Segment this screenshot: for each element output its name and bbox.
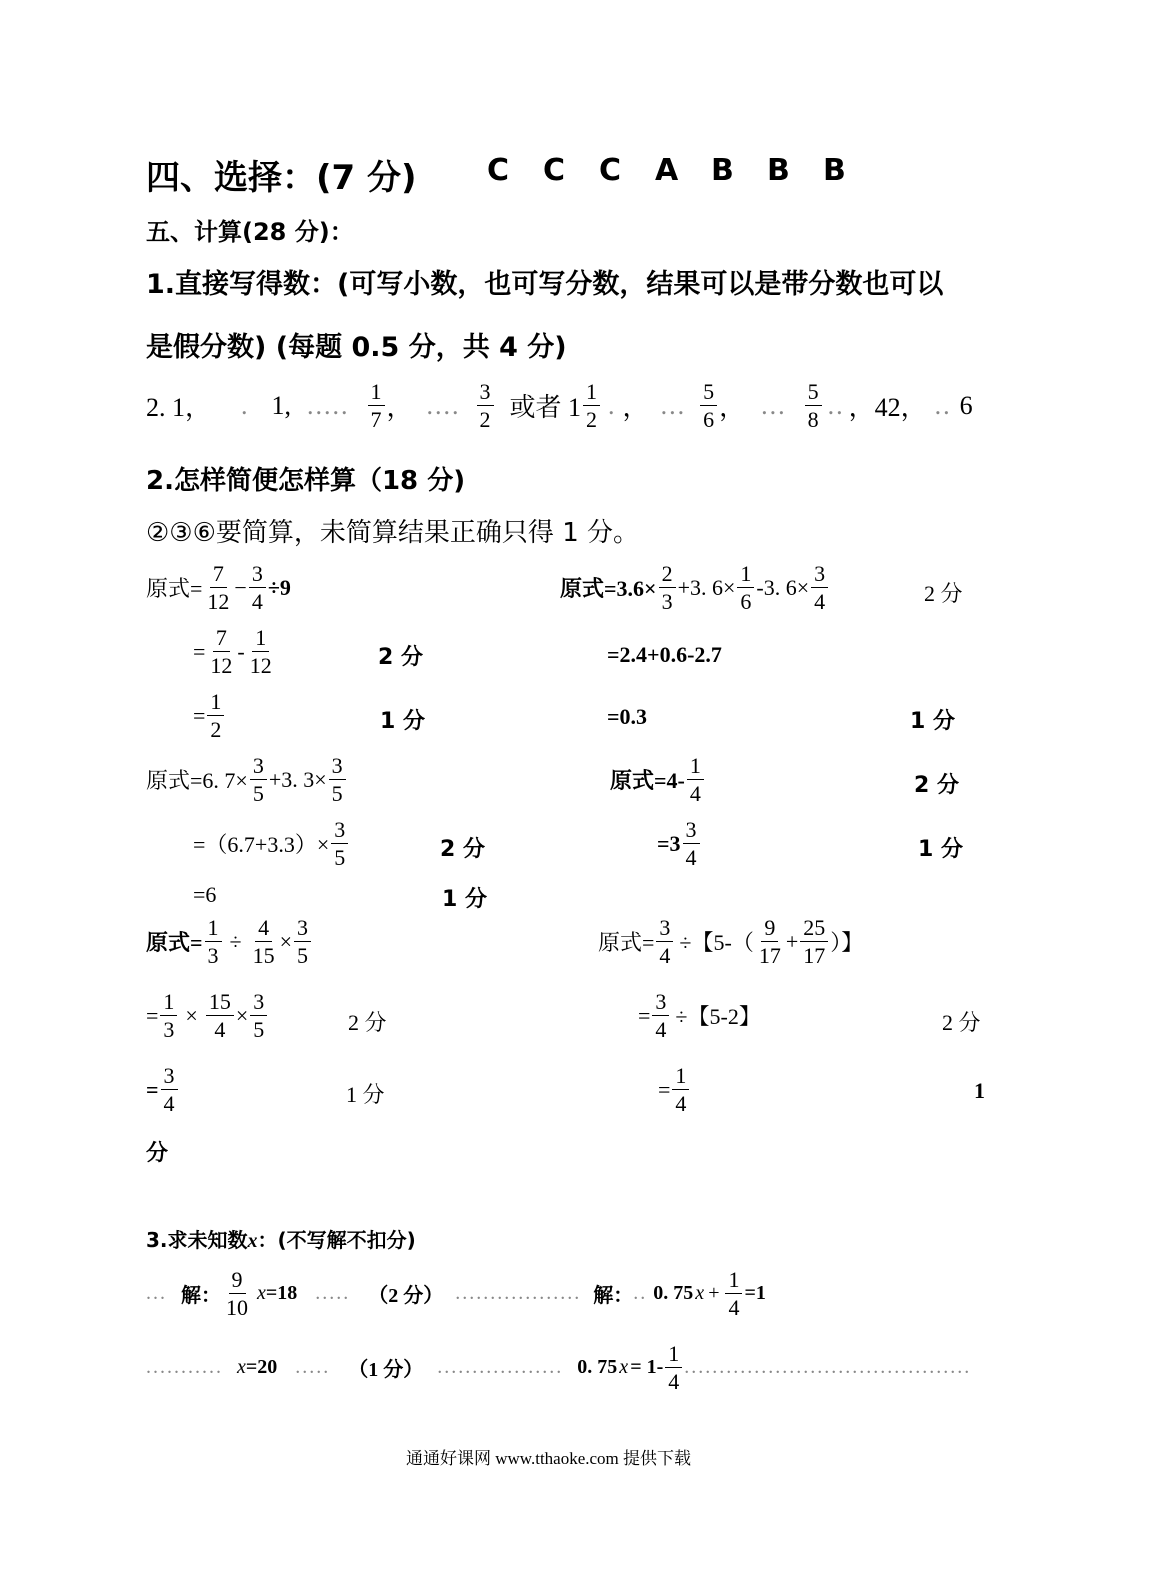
answer-list [487,153,879,188]
p6-s2-frac: $\frac{3}{4}$ [652,990,669,1041]
answer-5-fraction: $\frac{5}{6}$ [700,380,717,431]
p5-frac3: $\frac{3}{5}$ [294,916,311,967]
p5-s2-frac1: $\frac{1}{3}$ [160,990,177,1041]
part1-title-line1: 1.直接写得数：(可写小数，也可写分数，结果可以是带分数也可以 [146,269,944,300]
p3-s2-score: 2 分 [440,837,485,862]
footer-text: 通通好课网 www.tthaoke.com 提供下载 [406,1449,692,1468]
section4-heading [146,150,417,199]
p6-line1: 原式= $\frac{3}{4}$ ÷【5-（ $\frac{9}{17}$ + $\frac{25}{17}$ ）】 [598,915,864,969]
p6-line2: = $\frac{3}{4}$ ÷【5-2】 [638,989,761,1043]
eq2-frac: $\frac{1}{4}$ [725,1268,742,1319]
p5-s3-frac: $\frac{3}{4}$ [161,1064,178,1115]
choice-answer-3: C [599,153,622,188]
answer-4-mixed-fraction: $\frac{1}{2}$ [583,380,600,431]
p5-prefix: 原式= [146,930,203,956]
p2-line3: =0.3 [607,704,648,729]
part2-note: ②③⑥要简算，未简算结果正确只得 1 分。 [146,518,639,548]
eq3-score: （1 分） [348,1359,424,1382]
p5-s2-frac2: $\frac{15}{4}$ [206,990,234,1041]
p3-prefix: 原式=6. 7× [146,768,248,794]
p5-line2: = $\frac{1}{3}$ × $\frac{15}{4}$ × $\frac{3}{5}$ [146,990,269,1041]
p2-frac2: $\frac{1}{6}$ [737,562,754,613]
section4-title: 四、选择：(7 分) [146,158,417,198]
answer-3-fraction: $\frac{1}{7}$ [368,380,385,431]
choice-answer-1: C [487,153,510,188]
p6-s3-frac: $\frac{1}{4}$ [672,1064,689,1115]
choice-answer-5: B [711,153,734,188]
p4-s2-frac: $\frac{3}{4}$ [683,818,700,869]
p5-line3: = $\frac{3}{4}$ [146,1064,180,1115]
p1-s3-score: 1 分 [380,709,425,734]
part1-answers: 2. 1， . 1, ..... $\frac{1}{7}$ ， .... $\frac{3}{2}$ 或者 1 $\frac{1}{2}$ . ， ... $\frac{5}{6}$ ， ... $\frac{5}{8}$ .. ，42， .. 6 [146,379,973,433]
p6-s2-score: 2 分 [942,1010,981,1035]
p1-frac1: $\frac{7}{12}$ [207,561,230,615]
choice-answer-7: B [823,153,846,188]
p6-s3-score: 1 [974,1078,985,1103]
p3-s2-frac: $\frac{3}{5}$ [331,818,348,869]
p1-line2: = $\frac{7}{12}$ - $\frac{1}{12}$ [193,626,277,677]
p5-s2-score: 2 分 [348,1010,387,1035]
p2-s3-score: 1 分 [910,709,955,734]
p1-s2-frac2: $\frac{1}{12}$ [249,625,272,679]
p2-line1: 原式=3.6× $\frac{2}{3}$ +3. 6× $\frac{1}{6}$ -3. 6× $\frac{3}{4}$ [560,562,830,613]
p5-frac2: $\frac{4}{15}$ [252,915,275,969]
p5-s2-frac3: $\frac{3}{5}$ [250,990,267,1041]
p4-score: 2 分 [914,773,959,798]
p2-frac3: $\frac{3}{4}$ [811,562,828,613]
p5-frac1: $\frac{1}{3}$ [205,916,222,967]
p1-frac2: $\frac{3}{4}$ [249,562,266,613]
p1-s3-frac: $\frac{1}{2}$ [207,690,224,741]
section5-heading: 五、计算(28 分)： [146,218,354,246]
p1-line1: 原式= $\frac{7}{12}$ − $\frac{3}{4}$ ÷9 [146,561,291,615]
p1-line3: = $\frac{1}{2}$ [193,690,226,741]
or-text: 或者 1 [509,393,582,423]
p6-line3: = $\frac{1}{4}$ [658,1064,691,1115]
answer-8: 6 [959,390,973,420]
eq4-frac: $\frac{1}{4}$ [665,1342,682,1393]
part3-row2: ........... x =20 ..... （1 分） .................. 0. 75 x = 1- $\frac{1}{4}$ ......................................... [146,1341,972,1395]
p2-score: 2 分 [924,581,963,606]
p3-line1: 原式=6. 7× $\frac{3}{5}$ +3. 3× $\frac{3}{5}$ [146,754,348,805]
eq1-frac: $\frac{9}{10}$ [226,1267,248,1321]
part1-title-line2: 是假分数) (每题 0.5 分，共 4 分) [146,332,567,363]
p4-line2: =3 $\frac{3}{4}$ [657,818,702,869]
part3-title: 3.求未知数x：(不写解不扣分) [146,1228,416,1252]
answer-7: ，42， [848,393,927,423]
answer-4-fraction: $\frac{3}{2}$ [477,380,494,431]
p6-frac1: $\frac{3}{4}$ [656,916,673,967]
eq1-score: （2 分） [368,1285,444,1308]
p3-line2: =（6.7+3.3）× $\frac{3}{5}$ [193,818,350,869]
p2-prefix: 原式=3.6× [560,576,657,602]
p4-line1 [610,754,706,805]
part2-title: 2.怎样简便怎样算（18 分) [146,466,466,496]
p2-line2: =2.4+0.6-2.7 [607,642,722,667]
p3-frac2: $\frac{3}{5}$ [329,754,346,805]
p3-s3-score: 1 分 [442,887,487,912]
choice-answer-4: A [655,153,679,188]
choice-answer-6: B [767,153,790,188]
choice-answer-2: C [543,153,566,188]
p3-frac1: $\frac{3}{5}$ [250,754,267,805]
p1-s2-frac1: $\frac{7}{12}$ [210,625,233,679]
section4-answers [487,153,879,188]
p4-prefix: 原式=4- [610,768,685,794]
part3-row1: ... 解： $\frac{9}{10}$ x =18 ..... （2 分） .................. 解： .. 0. 75 x + $\frac{1}{4}$ =1 [146,1267,766,1321]
p4-frac: $\frac{1}{4}$ [687,754,704,805]
p3-line3: =6 [193,882,217,907]
p5-s3-tail: 分 [146,1141,169,1166]
answer-2: 1, [271,390,292,420]
p2-frac1: $\frac{2}{3}$ [659,562,676,613]
p6-prefix: 原式= [598,930,655,956]
p5-s3-score: 1 分 [346,1082,385,1107]
p5-line1: 原式= $\frac{1}{3}$ ÷ $\frac{4}{15}$ × $\frac{3}{5}$ [146,916,313,967]
p1-s2-score: 2 分 [378,645,423,670]
answer-6-fraction: $\frac{5}{8}$ [805,380,822,431]
p1-prefix: 原式= [146,576,203,602]
p6-frac3: $\frac{25}{17}$ [800,916,828,967]
answer-1: 2. 1， [146,393,212,423]
p4-s2-score: 1 分 [918,837,963,862]
p6-frac2: $\frac{9}{17}$ [758,915,781,969]
